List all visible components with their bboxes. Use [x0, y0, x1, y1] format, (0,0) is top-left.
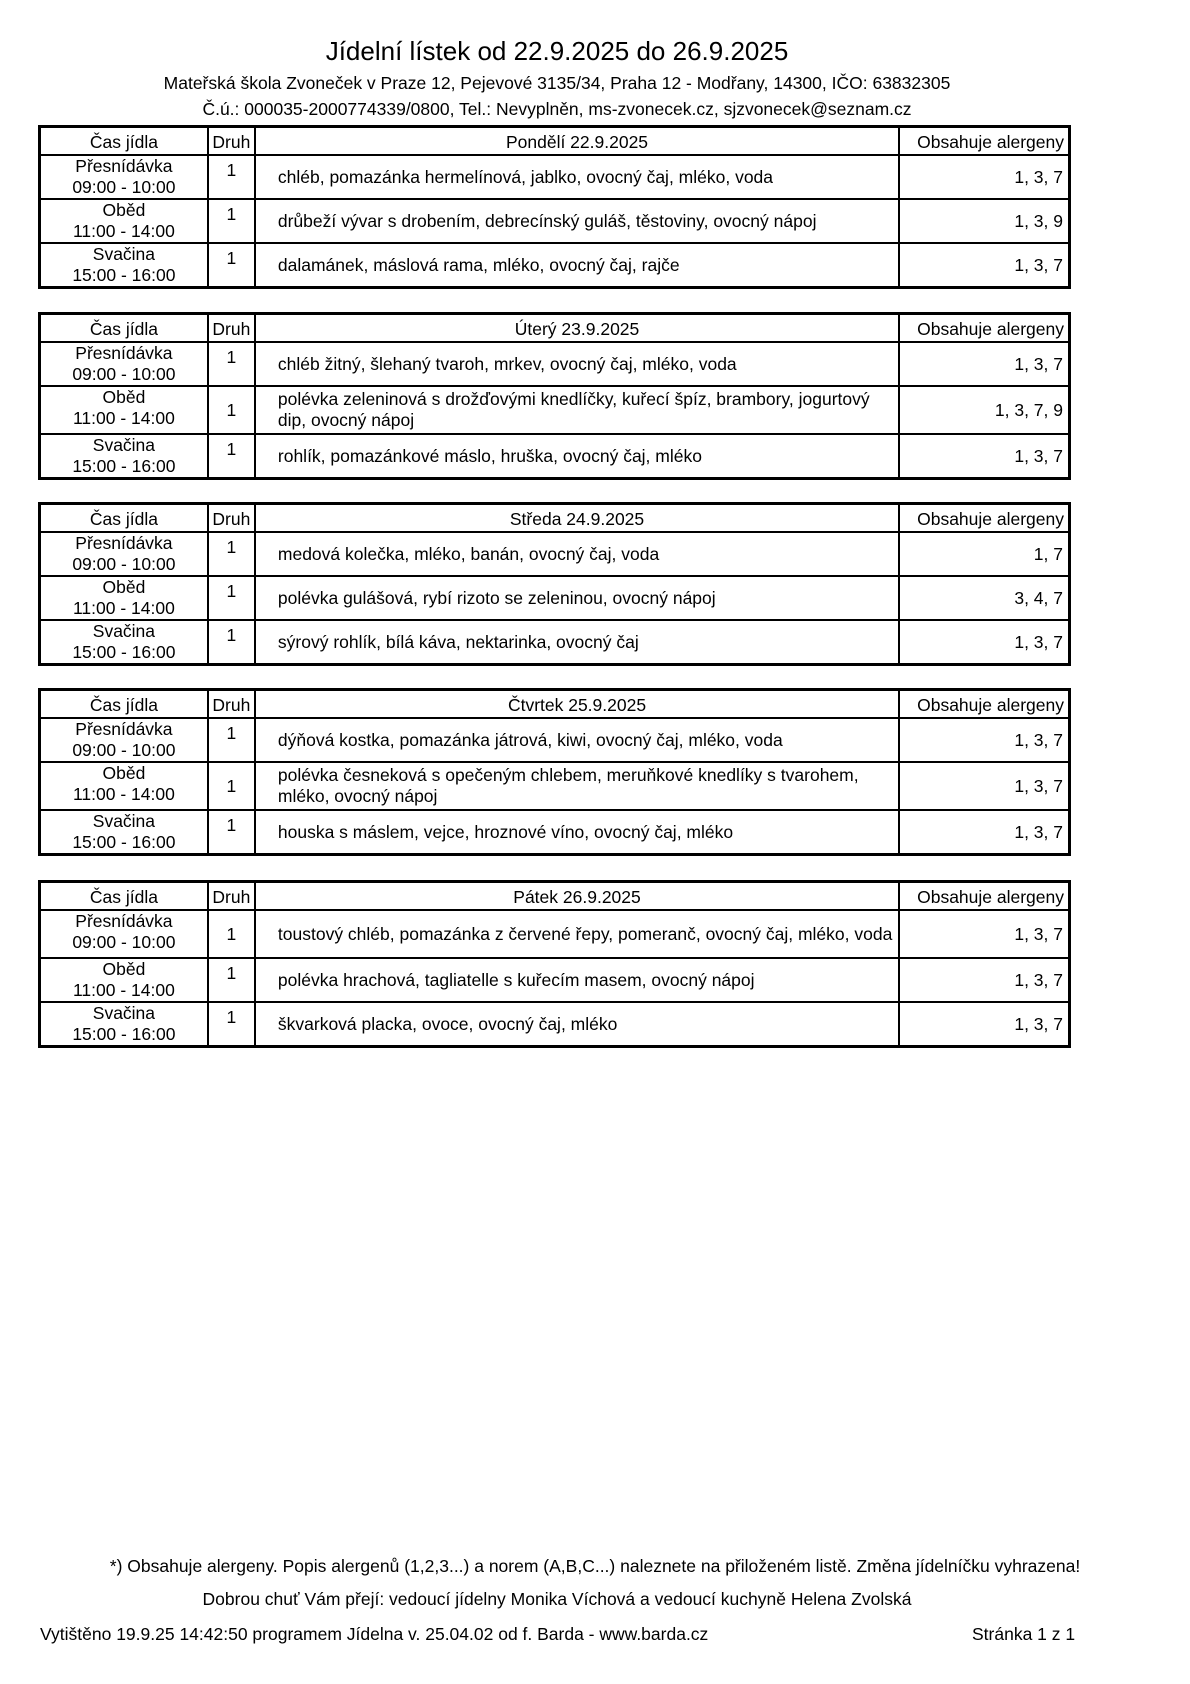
meal-time: 11:00 - 14:00 — [72, 598, 175, 618]
meal-time-cell — [40, 155, 208, 199]
meal-name: Svačina — [92, 1003, 156, 1023]
allergen-note: *) Obsahuje alergeny. Popis alergenů (1,2,3...) a norem (A,B,C...) naleznete na přiloženém listě. Změna jídelníčku vyhrazena! — [109, 1556, 1081, 1576]
table-header-row — [40, 314, 1070, 343]
meal-menu: dalamánek, máslová rama, mléko, ovocný čaj, rajče — [255, 243, 899, 288]
meal-time: 15:00 - 16:00 — [72, 1024, 176, 1044]
meal-allergens: 1, 3, 7, 9 — [899, 386, 1069, 434]
meal-menu: drůbeží vývar s drobením, debrecínský guláš, těstoviny, ovocný nápoj — [255, 199, 899, 243]
staff-greeting: Dobrou chuť Vám přejí: vedoucí jídelny Monika Víchová a vedoucí kuchyně Helena Zvolská — [202, 1589, 912, 1609]
meal-name: Přesnídávka — [75, 343, 173, 363]
page-title: Jídelní lístek od 22.9.2025 do 26.9.2025 — [325, 36, 789, 66]
meal-time: 09:00 - 10:00 — [72, 177, 176, 197]
meal-menu: toustový chléb, pomazánka z červené řepy, pomeranč, ovocný čaj, mléko, voda — [255, 910, 899, 958]
meal-menu: chléb žitný, šlehaný tvaroh, mrkev, ovocný čaj, mléko, voda — [255, 342, 899, 386]
table-header-row — [40, 127, 1070, 156]
column-header-allergens: Obsahuje alergeny — [899, 882, 1069, 911]
meal-time-cell — [40, 718, 208, 762]
meal-time: 09:00 - 10:00 — [72, 932, 176, 952]
table-row — [40, 762, 1070, 810]
meal-name: Svačina — [92, 811, 156, 831]
print-info: Vytištěno 19.9.25 14:42:50 programem Jídelna v. 25.04.02 od f. Barda - www.barda.cz — [40, 1624, 709, 1644]
meal-menu: polévka hrachová, tagliatelle s kuřecím masem, ovocný nápoj — [255, 958, 899, 1002]
meal-time-cell — [40, 1002, 208, 1047]
day-table-thursday — [38, 688, 1071, 856]
meal-time: 15:00 - 16:00 — [72, 642, 176, 662]
meal-type: 1 — [208, 386, 255, 434]
table-row — [40, 810, 1070, 855]
day-table-wednesday — [38, 502, 1071, 666]
day-label: Čtvrtek 25.9.2025 — [255, 690, 899, 719]
meal-allergens: 3, 4, 7 — [899, 576, 1069, 620]
meal-time: 11:00 - 14:00 — [72, 980, 175, 1000]
day-table-friday — [38, 880, 1071, 1048]
meal-name: Oběd — [102, 387, 146, 407]
meal-allergens: 1, 3, 7 — [899, 810, 1069, 855]
table-row — [40, 958, 1070, 1002]
school-address: Mateřská škola Zvoneček v Praze 12, Pejevové 3135/34, Praha 12 - Modřany, 14300, IČO: 63832305 — [163, 73, 951, 93]
meal-time-cell — [40, 532, 208, 576]
meal-time-cell — [40, 342, 208, 386]
meal-type: 1 — [208, 243, 255, 288]
meal-time-cell — [40, 958, 208, 1002]
meal-menu: polévka gulášová, rybí rizoto se zeleninou, ovocný nápoj — [255, 576, 899, 620]
meal-name: Svačina — [92, 621, 156, 641]
day-label: Pátek 26.9.2025 — [255, 882, 899, 911]
meal-type: 1 — [208, 532, 255, 576]
table-row — [40, 199, 1070, 243]
meal-menu: sýrový rohlík, bílá káva, nektarinka, ovocný čaj — [255, 620, 899, 665]
meal-time-cell — [40, 386, 208, 434]
meal-allergens: 1, 3, 7 — [899, 342, 1069, 386]
day-label: Pondělí 22.9.2025 — [255, 127, 899, 156]
meal-time: 15:00 - 16:00 — [72, 265, 176, 285]
meal-menu: dýňová kostka, pomazánka játrová, kiwi, ovocný čaj, mléko, voda — [255, 718, 899, 762]
meal-type: 1 — [208, 910, 255, 958]
school-contact: Č.ú.: 000035-2000774339/0800, Tel.: Nevyplněn, ms-zvonecek.cz, sjzvonecek@seznam.cz — [202, 99, 912, 119]
meal-time-cell — [40, 910, 208, 958]
table-row — [40, 155, 1070, 199]
meal-name: Přesnídávka — [75, 911, 173, 931]
table-row — [40, 576, 1070, 620]
meal-time-cell — [40, 199, 208, 243]
meal-name: Oběd — [102, 577, 146, 597]
column-header-type: Druh — [208, 127, 255, 156]
column-header-time: Čas jídla — [40, 690, 208, 719]
meal-type: 1 — [208, 620, 255, 665]
meal-menu: rohlík, pomazánkové máslo, hruška, ovocný čaj, mléko — [255, 434, 899, 479]
meal-name: Oběd — [102, 200, 146, 220]
meal-time: 09:00 - 10:00 — [72, 364, 176, 384]
column-header-allergens: Obsahuje alergeny — [899, 127, 1069, 156]
meal-allergens: 1, 3, 7 — [899, 958, 1069, 1002]
table-row — [40, 532, 1070, 576]
column-header-time: Čas jídla — [40, 314, 208, 343]
meal-allergens: 1, 3, 7 — [899, 243, 1069, 288]
table-header-row — [40, 882, 1070, 911]
meal-allergens: 1, 3, 7 — [899, 1002, 1069, 1047]
meal-time: 09:00 - 10:00 — [72, 554, 176, 574]
day-table-monday — [38, 125, 1071, 289]
column-header-type: Druh — [208, 504, 255, 533]
meal-name: Oběd — [102, 763, 146, 783]
meal-type: 1 — [208, 762, 255, 810]
column-header-time: Čas jídla — [40, 882, 208, 911]
meal-time: 11:00 - 14:00 — [72, 221, 175, 241]
table-header-row — [40, 690, 1070, 719]
meal-name: Přesnídávka — [75, 533, 173, 553]
meal-menu: medová kolečka, mléko, banán, ovocný čaj, voda — [255, 532, 899, 576]
table-row — [40, 434, 1070, 479]
meal-allergens: 1, 3, 9 — [899, 199, 1069, 243]
meal-time: 15:00 - 16:00 — [72, 456, 176, 476]
meal-time-cell — [40, 620, 208, 665]
meal-menu: houska s máslem, vejce, hroznové víno, ovocný čaj, mléko — [255, 810, 899, 855]
meal-time-cell — [40, 576, 208, 620]
table-row — [40, 620, 1070, 665]
meal-menu: chléb, pomazánka hermelínová, jablko, ovocný čaj, mléko, voda — [255, 155, 899, 199]
day-label: Úterý 23.9.2025 — [255, 314, 899, 343]
meal-allergens: 1, 3, 7 — [899, 718, 1069, 762]
table-row — [40, 718, 1070, 762]
meal-type: 1 — [208, 576, 255, 620]
meal-name: Oběd — [102, 959, 146, 979]
meal-allergens: 1, 7 — [899, 532, 1069, 576]
meal-menu: polévka česneková s opečeným chlebem, meruňkové knedlíky s tvarohem, mléko, ovocný nápoj — [255, 762, 899, 810]
meal-menu: polévka zeleninová s drožďovými knedlíčky, kuřecí špíz, brambory, jogurtový dip, ovocný nápoj — [255, 386, 899, 434]
meal-allergens: 1, 3, 7 — [899, 434, 1069, 479]
meal-type: 1 — [208, 810, 255, 855]
meal-time-cell — [40, 434, 208, 479]
day-table-tuesday — [38, 312, 1071, 480]
meal-name: Přesnídávka — [75, 719, 173, 739]
meal-type: 1 — [208, 434, 255, 479]
meal-time-cell — [40, 762, 208, 810]
meal-allergens: 1, 3, 7 — [899, 620, 1069, 665]
column-header-type: Druh — [208, 314, 255, 343]
column-header-time: Čas jídla — [40, 127, 208, 156]
table-row — [40, 342, 1070, 386]
meal-time: 09:00 - 10:00 — [72, 740, 176, 760]
meal-time: 15:00 - 16:00 — [72, 832, 176, 852]
column-header-allergens: Obsahuje alergeny — [899, 690, 1069, 719]
meal-type: 1 — [208, 199, 255, 243]
column-header-type: Druh — [208, 690, 255, 719]
meal-allergens: 1, 3, 7 — [899, 762, 1069, 810]
meal-time-cell — [40, 810, 208, 855]
meal-type: 1 — [208, 155, 255, 199]
meal-type: 1 — [208, 342, 255, 386]
meal-type: 1 — [208, 958, 255, 1002]
meal-name: Svačina — [92, 244, 156, 264]
meal-name: Svačina — [92, 435, 156, 455]
table-row — [40, 1002, 1070, 1047]
day-label: Středa 24.9.2025 — [255, 504, 899, 533]
meal-time: 11:00 - 14:00 — [72, 408, 175, 428]
column-header-type: Druh — [208, 882, 255, 911]
column-header-allergens: Obsahuje alergeny — [899, 314, 1069, 343]
meal-time-cell — [40, 243, 208, 288]
table-row — [40, 910, 1070, 958]
column-header-allergens: Obsahuje alergeny — [899, 504, 1069, 533]
meal-menu: škvarková placka, ovoce, ovocný čaj, mléko — [255, 1002, 899, 1047]
meal-allergens: 1, 3, 7 — [899, 910, 1069, 958]
meal-name: Přesnídávka — [75, 156, 173, 176]
table-row — [40, 243, 1070, 288]
column-header-time: Čas jídla — [40, 504, 208, 533]
meal-type: 1 — [208, 1002, 255, 1047]
meal-allergens: 1, 3, 7 — [899, 155, 1069, 199]
meal-time: 11:00 - 14:00 — [72, 784, 175, 804]
table-row — [40, 386, 1070, 434]
page-number: Stránka 1 z 1 — [972, 1624, 1076, 1644]
meal-type: 1 — [208, 718, 255, 762]
table-header-row — [40, 504, 1070, 533]
